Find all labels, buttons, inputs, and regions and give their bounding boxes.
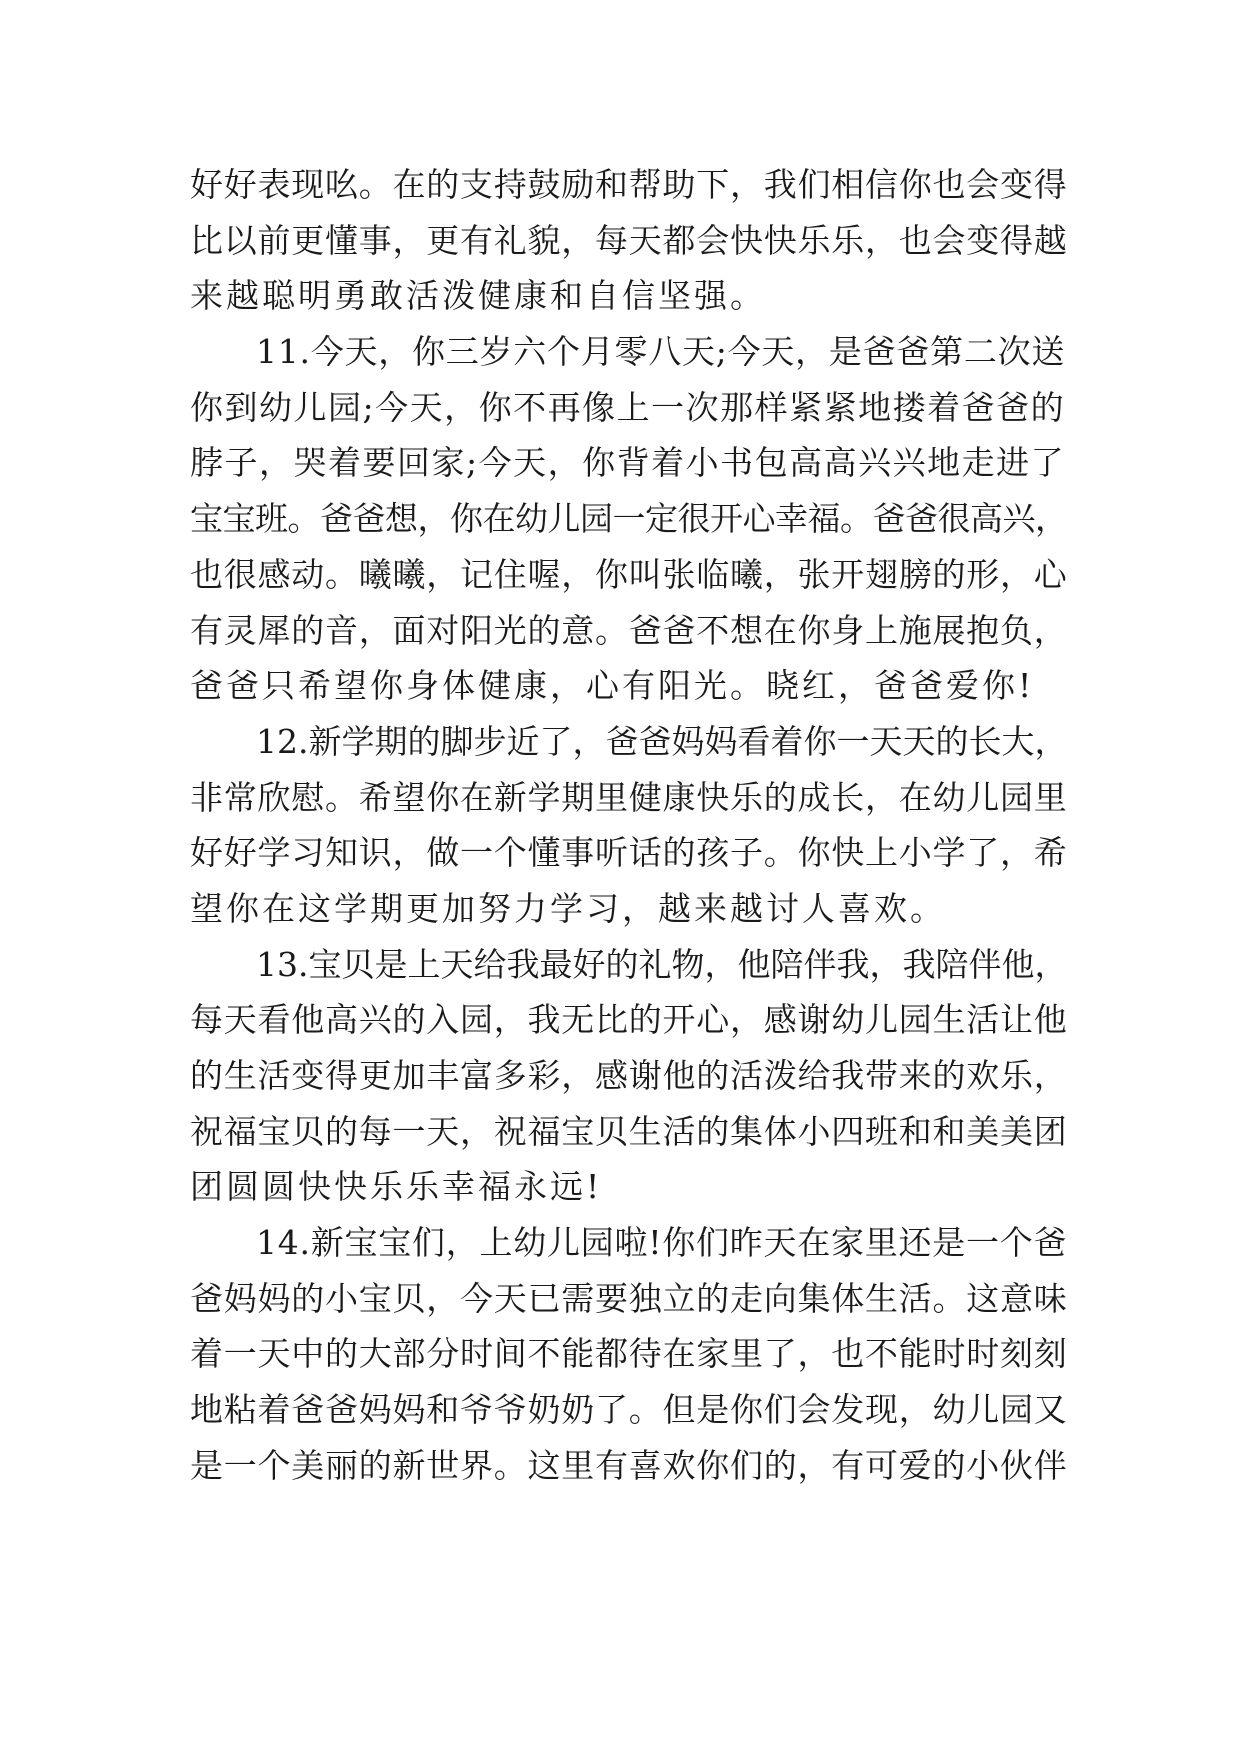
- text-line: 爸妈妈的小宝贝，今天已需要独立的走向集体生活。这意味: [190, 1278, 1068, 1318]
- text-line: 每天看他高兴的入园，我无比的开心，感谢幼儿园生活让他: [190, 1000, 1068, 1040]
- text-line: 有灵犀的音，面对阳光的意。爸爸不想在你身上施展抱负，: [190, 610, 1068, 650]
- text-line: 祝福宝贝的每一天，祝福宝贝生活的集体小四班和和美美团: [190, 1111, 1068, 1151]
- text-line: 地粘着爸爸妈妈和爷爷奶奶了。但是你们会发现，幼儿园又: [190, 1390, 1068, 1430]
- text-line: 脖子，哭着要回家;今天，你背着小书包高高兴兴地走进了: [190, 443, 1066, 483]
- paragraph-start-14: 14.新宝宝们，上幼儿园啦!你们昨天在家里还是一个爸: [256, 1223, 1068, 1263]
- text-line: 好好学习知识，做一个懂事听话的孩子。你快上小学了，希: [190, 833, 1068, 873]
- paragraph-start-11: 11.今天，你三岁六个月零八天;今天，是爸爸第二次送: [256, 332, 1066, 372]
- text-line: 你到幼儿园;今天，你不再像上一次那样紧紧地搂着爸爸的: [190, 387, 1066, 427]
- text-line: 团圆圆快快乐乐幸福永远!: [190, 1167, 603, 1207]
- document-body: [190, 157, 1070, 1494]
- text-line: 爸爸只希望你身体健康，心有阳光。晓红，爸爸爱你!: [190, 666, 1035, 706]
- text-line: 是一个美丽的新世界。这里有喜欢你们的，有可爱的小伙伴: [190, 1445, 1068, 1485]
- text-line: 望你在这学期更加努力学习，越来越讨人喜欢。: [190, 888, 946, 928]
- text-line: 也很感动。曦曦，记住喔，你叫张临曦，张开翅膀的形，心: [190, 554, 1068, 594]
- paragraph-start-13: 13.宝贝是上天给我最好的礼物，他陪伴我，我陪伴他，: [256, 944, 1068, 984]
- text-line: 的生活变得更加丰富多彩，感谢他的活泼给我带来的欢乐，: [190, 1056, 1068, 1095]
- text-line: 着一天中的大部分时间不能都待在家里了，也不能时时刻刻: [190, 1334, 1068, 1374]
- text-line: 好好表现吆。在的支持鼓励和帮助下，我们相信你也会变得: [190, 165, 1068, 204]
- text-line: 来越聪明勇敢活泼健康和自信坚强。: [190, 276, 766, 316]
- paragraph-start-12: 12.新学期的脚步近了，爸爸妈妈看着你一天天的长大，: [256, 721, 1068, 761]
- text-line: 比以前更懂事，更有礼貌，每天都会快快乐乐，也会变得越: [190, 220, 1068, 260]
- text-line: 非常欣慰。希望你在新学期里健康快乐的成长，在幼儿园里: [190, 777, 1068, 817]
- text-line: 宝宝班。爸爸想，你在幼儿园一定很开心幸福。爸爸很高兴，: [190, 499, 1068, 539]
